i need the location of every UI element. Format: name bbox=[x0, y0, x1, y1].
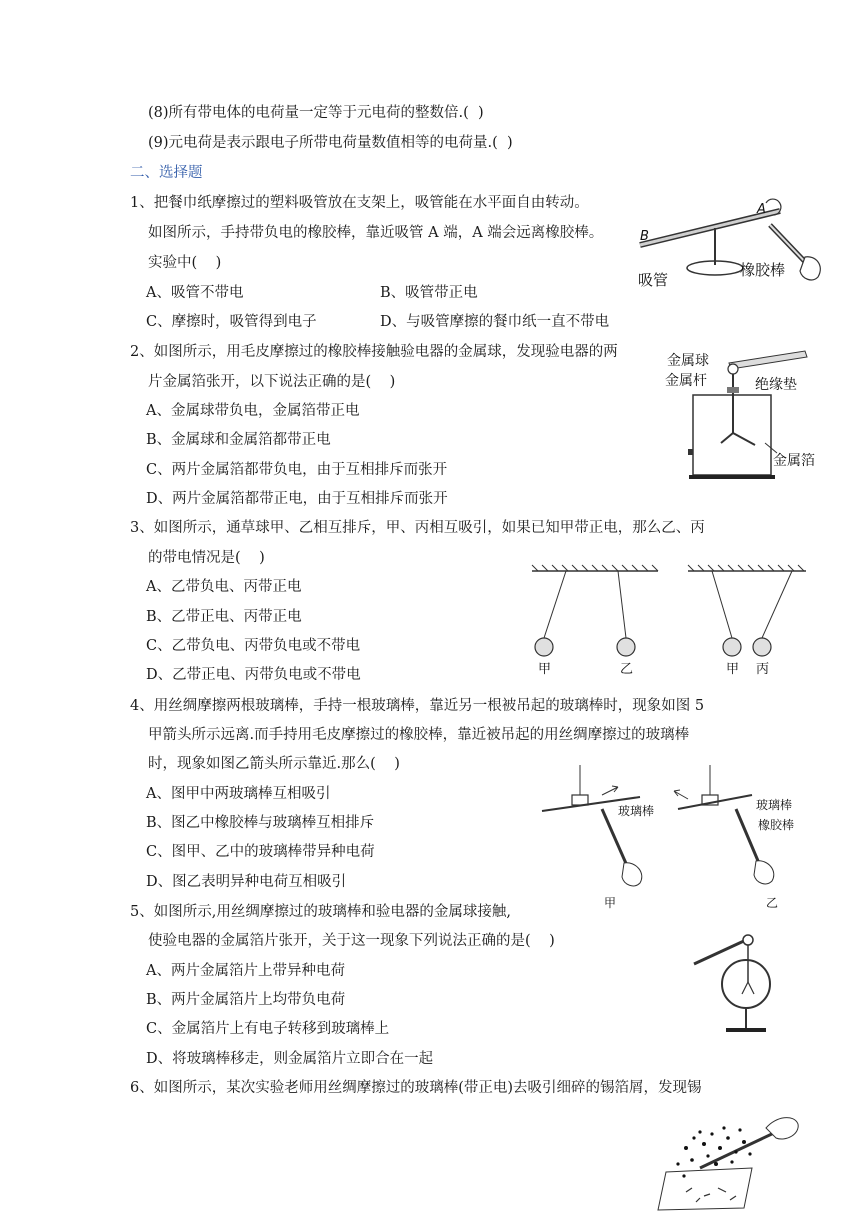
figure-electroscope bbox=[665, 345, 840, 485]
figure-electroscope-round bbox=[690, 930, 790, 1040]
option-b: B、两片金属箔片上均带负电荷 bbox=[146, 992, 346, 1008]
question-stem: 4、用丝绸摩擦两根玻璃棒，手持一根玻璃棒，靠近另一根被吊起的玻璃棒时，现象如图 5 bbox=[130, 698, 705, 714]
question-stem: 片金属箔张开，以下说法正确的是( ) bbox=[148, 374, 396, 390]
question-stem: 1、把餐巾纸摩擦过的塑料吸管放在支架上，吸管能在水平面自由转动。 bbox=[130, 195, 589, 211]
option-a: A、两片金属箔片上带异种电荷 bbox=[146, 963, 345, 979]
label-rubber-rod: 橡胶棒 bbox=[758, 818, 795, 832]
label-metal-ball: 金属球 bbox=[667, 353, 709, 369]
label-yi: 乙 bbox=[620, 662, 634, 677]
option-a: A、吸管不带电 bbox=[146, 285, 244, 301]
option-d: D、图乙表明异种电荷互相吸引 bbox=[146, 874, 347, 890]
option-a: A、乙带负电、丙带正电 bbox=[146, 579, 302, 595]
section-title: 二、选择题 bbox=[130, 165, 203, 181]
option-c: C、乙带负电、丙带负电或不带电 bbox=[146, 638, 361, 654]
figure-straw-rubber-rod bbox=[620, 195, 830, 295]
label-jia: 甲 bbox=[726, 662, 740, 677]
label-rod: 橡胶棒 bbox=[740, 261, 786, 279]
question-stem: 6、如图所示，某次实验老师用丝绸摩擦过的玻璃棒(带正电)去吸引细碎的锡箔屑，发现锡 bbox=[130, 1080, 702, 1096]
option-d: D、与吸管摩擦的餐巾纸一直不带电 bbox=[380, 314, 610, 330]
option-d: D、乙带正电、丙带负电或不带电 bbox=[146, 667, 361, 683]
tf-item-8: (8)所有带电体的电荷量一定等于元电荷的整数倍.( ) bbox=[148, 105, 484, 121]
question-stem: 实验中( ) bbox=[148, 255, 222, 271]
option-c: C、图甲、乙中的玻璃棒带异种电荷 bbox=[146, 844, 375, 860]
option-b: B、乙带正电、丙带正电 bbox=[146, 609, 302, 625]
option-c: C、摩擦时，吸管得到电子 bbox=[146, 314, 317, 330]
option-d: D、两片金属箔都带正电，由于互相排斥而张开 bbox=[146, 491, 448, 507]
label-glass-rod: 玻璃棒 bbox=[756, 798, 793, 812]
label-a: A bbox=[757, 202, 766, 217]
label-insulating-pad: 绝缘垫 bbox=[755, 377, 797, 393]
label-glass-rod: 玻璃棒 bbox=[618, 804, 655, 818]
tf-item-9: (9)元电荷是表示跟电子所带电荷量数值相等的电荷量.( ) bbox=[148, 135, 513, 151]
question-stem: 使验电器的金属箔片张开，关于这一现象下列说法正确的是( ) bbox=[148, 933, 555, 949]
question-stem: 如图所示，手持带负电的橡胶棒，靠近吸管 A 端，A 端会远离橡胶棒。 bbox=[148, 225, 604, 241]
label-jia: 甲 bbox=[604, 896, 617, 910]
label-metal-rod: 金属杆 bbox=[665, 373, 707, 389]
figure-glass-rods bbox=[540, 765, 800, 910]
option-b: B、吸管带正电 bbox=[380, 285, 478, 301]
label-b: B bbox=[640, 229, 649, 244]
option-d: D、将玻璃棒移走，则金属箔片立即合在一起 bbox=[146, 1051, 434, 1067]
option-a: A、图甲中两玻璃棒互相吸引 bbox=[146, 786, 331, 802]
label-bing: 丙 bbox=[756, 662, 770, 677]
option-c: C、两片金属箔都带负电，由于互相排斥而张开 bbox=[146, 462, 448, 478]
question-stem: 3、如图所示，通草球甲、乙相互排斥，甲、丙相互吸引，如果已知甲带正电，那么乙、丙 bbox=[130, 520, 705, 536]
question-stem: 2、如图所示，用毛皮摩擦过的橡胶棒接触验电器的金属球，发现验电器的两 bbox=[130, 344, 618, 360]
question-stem: 甲箭头所示远离.而手持用毛皮摩擦过的橡胶棒，靠近被吊起的用丝绸摩擦过的玻璃棒 bbox=[148, 727, 690, 743]
question-stem: 时，现象如图乙箭头所示靠近.那么( ) bbox=[148, 756, 400, 772]
figure-tin-foil bbox=[656, 1108, 806, 1212]
option-a: A、金属球带负电，金属箔带正电 bbox=[146, 403, 360, 419]
option-b: B、金属球和金属箔都带正电 bbox=[146, 432, 331, 448]
option-c: C、金属箔片上有电子转移到玻璃棒上 bbox=[146, 1021, 390, 1037]
question-stem: 5、如图所示,用丝绸摩擦过的玻璃棒和验电器的金属球接触, bbox=[130, 904, 511, 920]
label-straw: 吸管 bbox=[638, 271, 669, 289]
label-metal-foil: 金属箔 bbox=[773, 453, 815, 469]
question-stem: 的带电情况是( ) bbox=[148, 550, 265, 566]
option-b: B、图乙中橡胶棒与玻璃棒互相排斥 bbox=[146, 815, 375, 831]
label-yi: 乙 bbox=[766, 896, 779, 910]
label-jia: 甲 bbox=[538, 662, 552, 677]
figure-pith-balls bbox=[530, 565, 810, 680]
